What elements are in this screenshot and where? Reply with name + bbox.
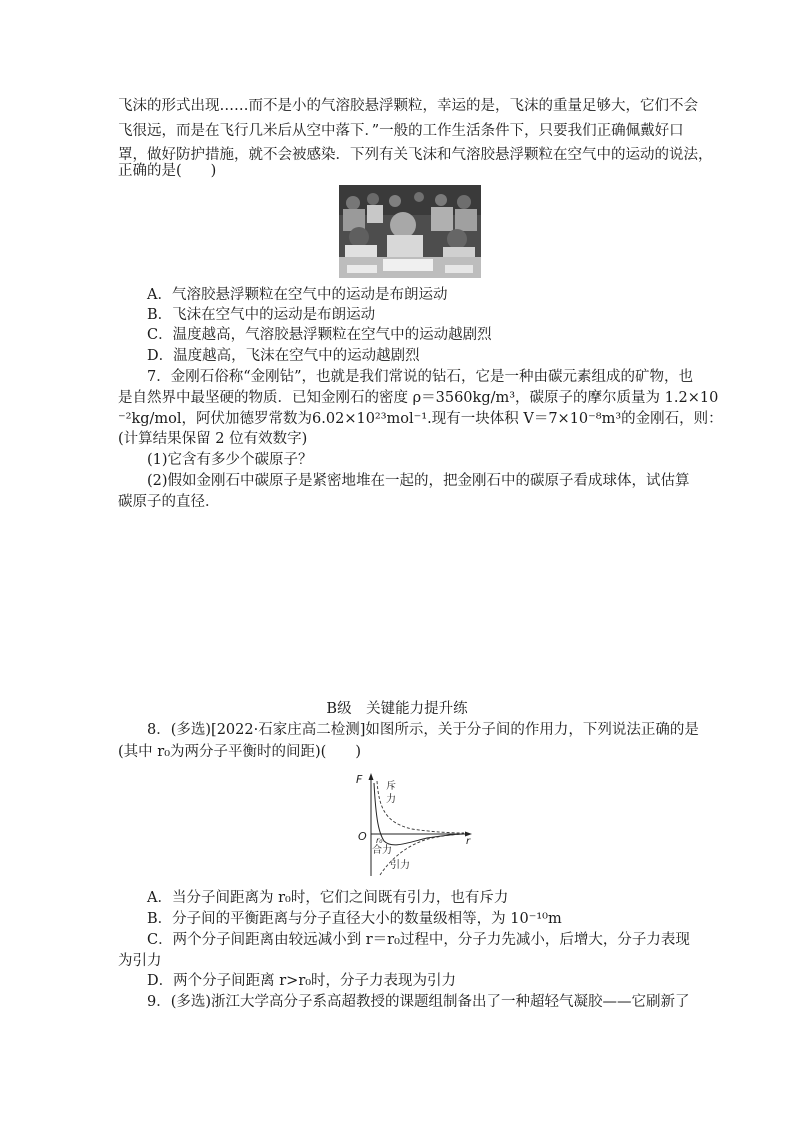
y-axis-arrow-icon	[369, 773, 374, 780]
q7-stem-line-2: 是自然界中最坚硬的物质．已知金刚石的密度 ρ＝3560kg/m³，碳原子的摩尔质量为 1.2×10	[118, 390, 719, 406]
classroom-photo-illustration	[339, 185, 481, 278]
attraction-label: 引力	[390, 860, 410, 871]
q6-option-c: C．温度越高，气溶胶悬浮颗粒在空气中的运动越剧烈	[147, 327, 492, 343]
r0-label: r₀	[376, 836, 383, 845]
q7-sub-question-2-line-2: 碳原子的直径．	[118, 494, 220, 510]
q6-stem-line-2: 飞很远，而是在飞行几米后从空中落下．”一般的工作生活条件下，只要我们正确佩戴好口	[118, 123, 684, 139]
q7-sub-question-1: (1)它含有多少个碳原子？	[147, 452, 313, 468]
x-axis-label: r	[466, 836, 471, 847]
q7-sub-question-2-line-1: (2)假如金刚石中碳原子是紧密地堆在一起的，把金刚石中的碳原子看成球体，试估算	[147, 473, 690, 489]
net-force-label: 合力	[372, 845, 392, 856]
repulsion-label-1: 斥	[386, 781, 396, 792]
q6-option-d: D．温度越高，飞沫在空气中的运动越剧烈	[147, 348, 420, 364]
y-axis-label: F	[356, 773, 363, 786]
q8-option-d: D．两个分子间距离 r>r₀时，分子力表现为引力	[147, 973, 457, 989]
q8-stem-line-1: 8．(多选)[2022·石家庄高二检测]如图所示，关于分子间的作用力，下列说法正确的是	[147, 722, 699, 738]
q7-stem-line-3: ⁻²kg/mol，阿伏加德罗常数为6.02×10²³mol⁻¹.现有一块体积 V＝7×10⁻⁸m³的金刚石，则：	[118, 411, 723, 427]
origin-label: O	[358, 830, 367, 843]
molecular-force-graph	[352, 771, 474, 881]
q6-stem-line-3: 罩，做好防护措施，就不会被感染．下列有关飞沫和气溶胶悬浮颗粒在空气中的运动的说法，	[118, 147, 713, 163]
q6-stem-line-4: 正确的是( )	[118, 163, 217, 179]
q8-stem-line-2: (其中 r₀为两分子平衡时的间距)( )	[118, 744, 361, 760]
q8-option-a: A．当分子间距离为 r₀时，它们之间既有引力，也有斥力	[147, 890, 509, 906]
repulsion-label-2: 力	[386, 794, 396, 805]
q6-stem-line-1: 飞沫的形式出现……而不是小的气溶胶悬浮颗粒，幸运的是，飞沫的重量足够大，它们不会	[118, 98, 698, 114]
q6-option-a: A．气溶胶悬浮颗粒在空气中的运动是布朗运动	[147, 287, 448, 303]
q8-option-c-line-1: C．两个分子间距离由较远减小到 r＝r₀过程中，分子力先减小，后增大，分子力表现	[147, 932, 690, 948]
q6-option-b: B．飞沫在空气中的运动是布朗运动	[147, 307, 376, 323]
q9-stem: 9．(多选)浙江大学高分子系高超教授的课题组制备出了一种超轻气凝胶——它刷新了	[147, 994, 690, 1010]
section-title: B级 关键能力提升练	[326, 701, 468, 717]
q8-option-c-line-2: 为引力	[118, 953, 162, 969]
q8-option-b: B．分子间的平衡距离与分子直径大小的数量级相等，为 10⁻¹⁰m	[147, 911, 562, 927]
net-force-curve	[374, 783, 464, 845]
q7-stem-line-1: 7．金刚石俗称“金刚钻”，也就是我们常说的钻石，它是一种由碳元素组成的矿物，也	[147, 369, 694, 385]
classroom-photo	[339, 185, 481, 278]
q7-stem-line-4: (计算结果保留 2 位有效数字)	[118, 431, 308, 447]
